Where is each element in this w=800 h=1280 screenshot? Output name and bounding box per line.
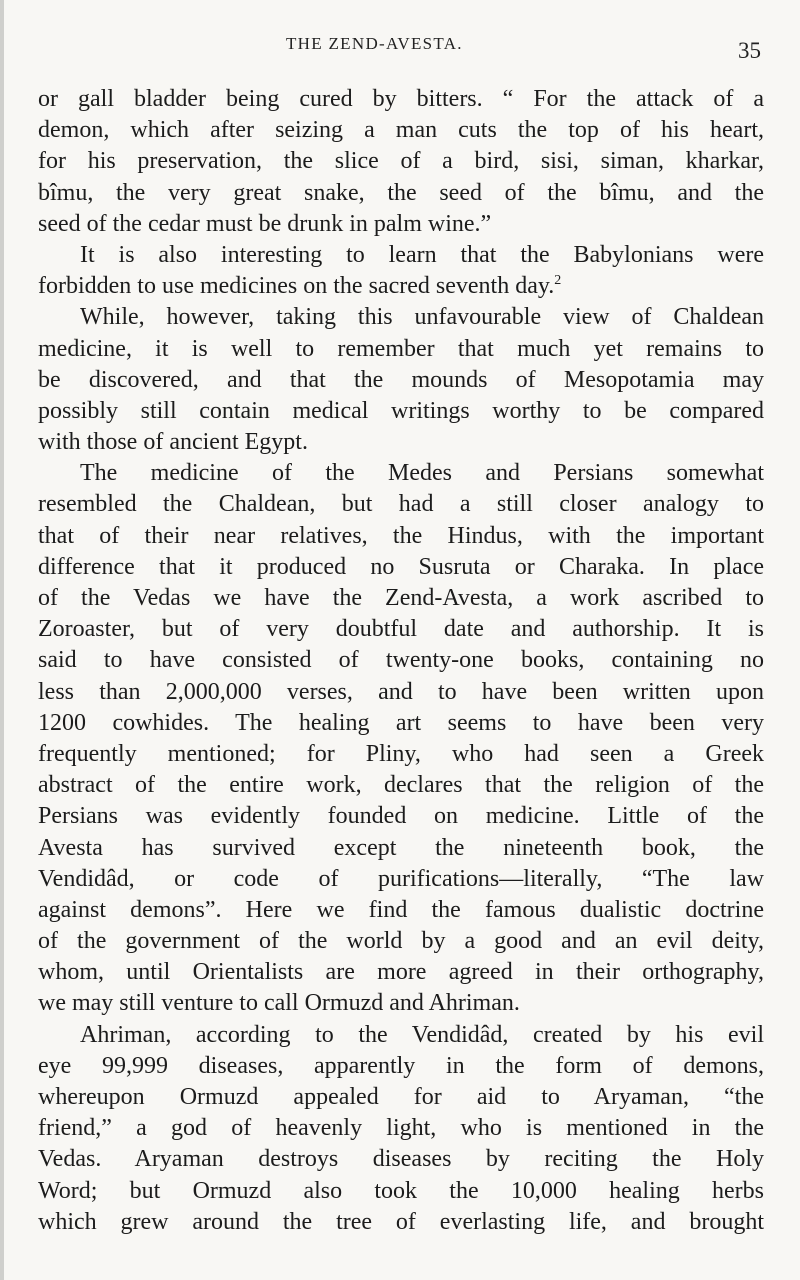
text-line-content: less than 2,000,000 verses, and to have been written upon: [38, 678, 764, 705]
text-line-content: frequently mentioned; for Pliny, who had seen a Greek: [38, 740, 764, 767]
text-line: [38, 115, 764, 146]
body-text: [38, 84, 764, 1238]
text-line: [38, 458, 764, 489]
text-line-content: or gall bladder being cured by bitters. “ For the attack of a: [38, 86, 764, 112]
text-line: [38, 833, 764, 864]
text-line-content: for his preservation, the slice of a bird, sisi, siman, kharkar,: [38, 148, 764, 175]
text-line: [38, 552, 764, 583]
text-line: [38, 677, 764, 708]
text-line: [38, 146, 764, 177]
text-line-content: friend,” a god of heavenly light, who is mentioned in the: [38, 1115, 764, 1142]
text-line-content: that of their near relatives, the Hindus, with the important: [38, 522, 764, 549]
text-line-content: with those of ancient Egypt.: [38, 429, 308, 456]
text-line: [38, 645, 764, 676]
text-line-content: whereupon Ormuzd appealed for aid to Aryaman, “the: [38, 1084, 764, 1110]
text-line: [38, 1144, 764, 1175]
text-line-content: we may still venture to call Ormuzd and Ahriman.: [38, 990, 520, 1017]
text-line-content: against demons”. Here we find the famous dualistic doctrine: [38, 896, 764, 923]
text-line: [38, 427, 764, 458]
text-line: [38, 271, 764, 302]
text-line: [38, 489, 764, 520]
text-line-content: abstract of the entire work, declares that the religion of the: [38, 772, 764, 799]
text-line: [38, 864, 764, 895]
text-line-content: Avesta has survived except the nineteenth book, the: [38, 834, 764, 861]
text-line-content: demon, which after seizing a man cuts the top of his heart,: [38, 117, 764, 144]
text-line: [38, 334, 764, 365]
text-line-content: be discovered, and that the mounds of Mesopotamia may: [38, 366, 764, 393]
running-head: [0, 30, 800, 70]
page-edge-shadow: [0, 0, 4, 1280]
text-line: [38, 708, 764, 739]
text-line: [38, 583, 764, 614]
text-line-content: forbidden to use medicines on the sacred seventh day.: [38, 273, 555, 300]
text-line: [38, 1207, 764, 1238]
text-line: [38, 396, 764, 427]
text-line-content: which grew around the tree of everlasting life, and brought: [38, 1208, 764, 1235]
text-line: [38, 1113, 764, 1144]
text-line: [38, 988, 764, 1019]
text-line-content: possibly still contain medical writings worthy to be compared: [38, 397, 764, 424]
text-line: [38, 178, 764, 209]
page-number: 35: [738, 38, 761, 63]
text-line-content: Ahriman, according to the Vendidâd, created by his evil: [80, 1021, 764, 1048]
text-line: [38, 209, 764, 240]
text-line-content: eye 99,999 diseases, apparently in the form of demons,: [38, 1052, 764, 1079]
text-line-content: Vedas. Aryaman destroys diseases by reciting the Holy: [38, 1146, 764, 1173]
text-line: [38, 614, 764, 645]
text-line: [38, 926, 764, 957]
text-line-content: While, however, taking this unfavourable view of Chaldean: [80, 304, 764, 331]
text-line: [38, 957, 764, 988]
text-line-content: Vendidâd, or code of purifications—literally, “The law: [38, 865, 764, 892]
text-line-content: resembled the Chaldean, but had a still closer analogy to: [38, 491, 764, 518]
text-line: [38, 302, 764, 333]
text-line-content: The medicine of the Medes and Persians somewhat: [80, 460, 764, 487]
text-line-content: difference that it produced no Susruta or Charaka. In place: [38, 553, 764, 580]
text-line: [38, 739, 764, 770]
text-line-content: 1200 cowhides. The healing art seems to have been very: [38, 709, 764, 736]
text-line: [38, 895, 764, 926]
text-line: [38, 521, 764, 552]
text-line: [38, 770, 764, 801]
text-line-content: bîmu, the very great snake, the seed of the bîmu, and the: [38, 179, 764, 206]
text-line: [38, 1020, 764, 1051]
text-line-content: Zoroaster, but of very doubtful date and authorship. It is: [38, 616, 764, 643]
running-title: THE ZEND-AVESTA.: [286, 34, 463, 53]
text-line-content: seed of the cedar must be drunk in palm wine.”: [38, 210, 492, 237]
text-line-content: Word; but Ormuzd also took the 10,000 healing herbs: [38, 1177, 764, 1204]
text-line-content: Persians was evidently founded on medicine. Little of the: [38, 803, 764, 830]
text-line: [38, 84, 764, 115]
text-line-content: medicine, it is well to remember that much yet remains to: [38, 335, 764, 362]
text-line-content: It is also interesting to learn that the Babylonians were: [80, 241, 764, 268]
text-line: [38, 1176, 764, 1207]
text-line-content: of the Vedas we have the Zend-Avesta, a work ascribed to: [38, 585, 764, 611]
text-line-content: whom, until Orientalists are more agreed in their orthography,: [38, 959, 764, 986]
text-line: [38, 1082, 764, 1113]
text-line: [38, 801, 764, 832]
text-line: [38, 1051, 764, 1082]
text-line-content: of the government of the world by a good and an evil deity,: [38, 928, 764, 955]
footnote-reference: 2: [554, 273, 562, 289]
text-line-content: said to have consisted of twenty-one books, containing no: [38, 647, 764, 674]
text-line: [38, 240, 764, 271]
text-line: [38, 365, 764, 396]
